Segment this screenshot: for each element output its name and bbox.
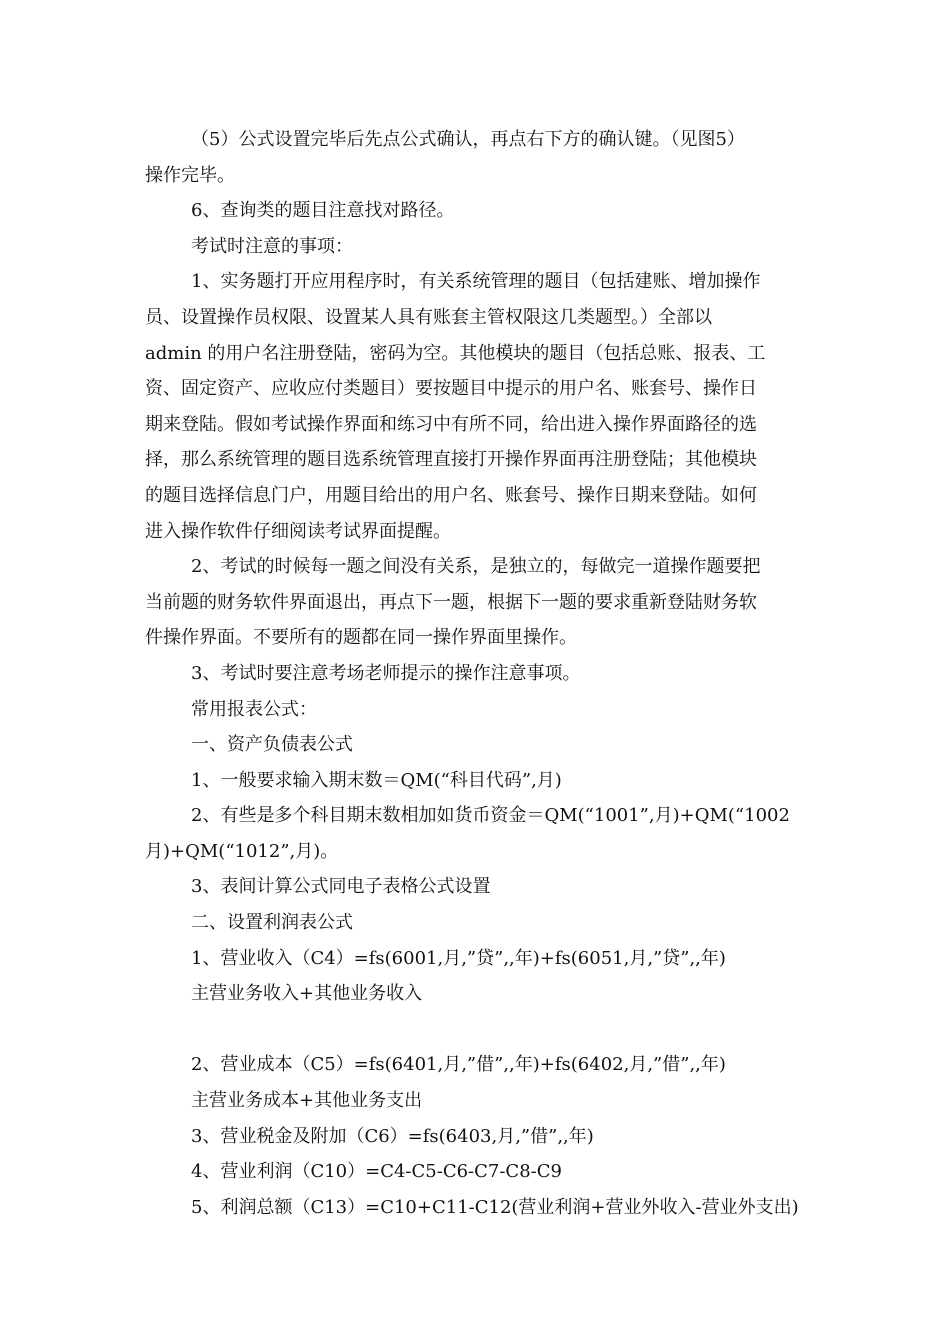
paragraph-line: 当前题的财务软件界面退出，再点下一题，根据下一题的要求重新登陆财务软 <box>145 591 757 613</box>
formula-line: 2、有些是多个科目期末数相加如货币资金＝QM(“1001”,月)+QM(“1002 <box>191 805 790 827</box>
formula-line: 1、营业收入（C4）=fs(6001,月,”贷”,,年)+fs(6051,月,”贷”,,年) <box>191 947 726 969</box>
formula-line: 3、营业税金及附加（C6）=fs(6403,月,”借”,,年) <box>191 1125 594 1147</box>
paragraph-line: 择，那么系统管理的题目选系统管理直接打开操作界面再注册登陆；其他模块 <box>145 449 757 471</box>
formula-line: 月)+QM(“1012”,月)。 <box>145 840 339 862</box>
paragraph-line: 进入操作软件仔细阅读考试界面提醒。 <box>145 520 451 542</box>
formula-note: 主营业务收入+其他业务收入 <box>191 983 423 1005</box>
document-body <box>145 122 810 1225</box>
section-heading: 考试时注意的事项： <box>191 235 353 257</box>
section-heading: 一、资产负债表公式 <box>191 734 353 756</box>
paragraph-line: 操作完毕。 <box>145 164 235 186</box>
blank-line <box>145 1012 810 1048</box>
paragraph-line: 2、考试的时候每一题之间没有关系，是独立的，每做完一道操作题要把 <box>191 556 761 578</box>
paragraph-line: 件操作界面。不要所有的题都在同一操作界面里操作。 <box>145 627 577 649</box>
formula-line: 2、营业成本（C5）=fs(6401,月,”借”,,年)+fs(6402,月,”借”,,年) <box>191 1054 726 1076</box>
formula-line: 1、一般要求输入期末数＝QM(“科目代码”,月) <box>191 769 562 791</box>
paragraph-line: 期来登陆。假如考试操作界面和练习中有所不同，给出进入操作界面路径的选 <box>145 413 757 435</box>
paragraph-line: 3、表间计算公式同电子表格公式设置 <box>191 876 491 898</box>
paragraph-line: 的题目选择信息门户，用题目给出的用户名、账套号、操作日期来登陆。如何 <box>145 484 757 506</box>
section-heading: 二、设置利润表公式 <box>191 912 353 934</box>
paragraph-line: （5）公式设置完毕后先点公式确认，再点右下方的确认键。（见图5） <box>191 129 745 150</box>
paragraph-line: 1、实务题打开应用程序时，有关系统管理的题目（包括建账、增加操作 <box>191 271 761 293</box>
paragraph-line: admin 的用户名注册登陆，密码为空。其他模块的题目（包括总账、报表、工 <box>145 342 766 364</box>
paragraph-line: 6、查询类的题目注意找对路径。 <box>191 200 455 222</box>
paragraph-line: 3、考试时要注意考场老师提示的操作注意事项。 <box>191 662 581 684</box>
formula-line: 5、利润总额（C13）=C10+C11-C12(营业利润+营业外收入-营业外支出) <box>191 1196 799 1218</box>
formula-note: 主营业务成本+其他业务支出 <box>191 1090 423 1112</box>
paragraph-line: 资、固定资产、应收应付类题目）要按题目中提示的用户名、账套号、操作日 <box>145 378 757 400</box>
formula-line: 4、营业利润（C10）=C4-C5-C6-C7-C8-C9 <box>191 1161 562 1183</box>
section-heading: 常用报表公式： <box>191 698 317 720</box>
paragraph-line: 员、设置操作员权限、设置某人具有账套主管权限这几类题型。）全部以 <box>145 306 712 328</box>
